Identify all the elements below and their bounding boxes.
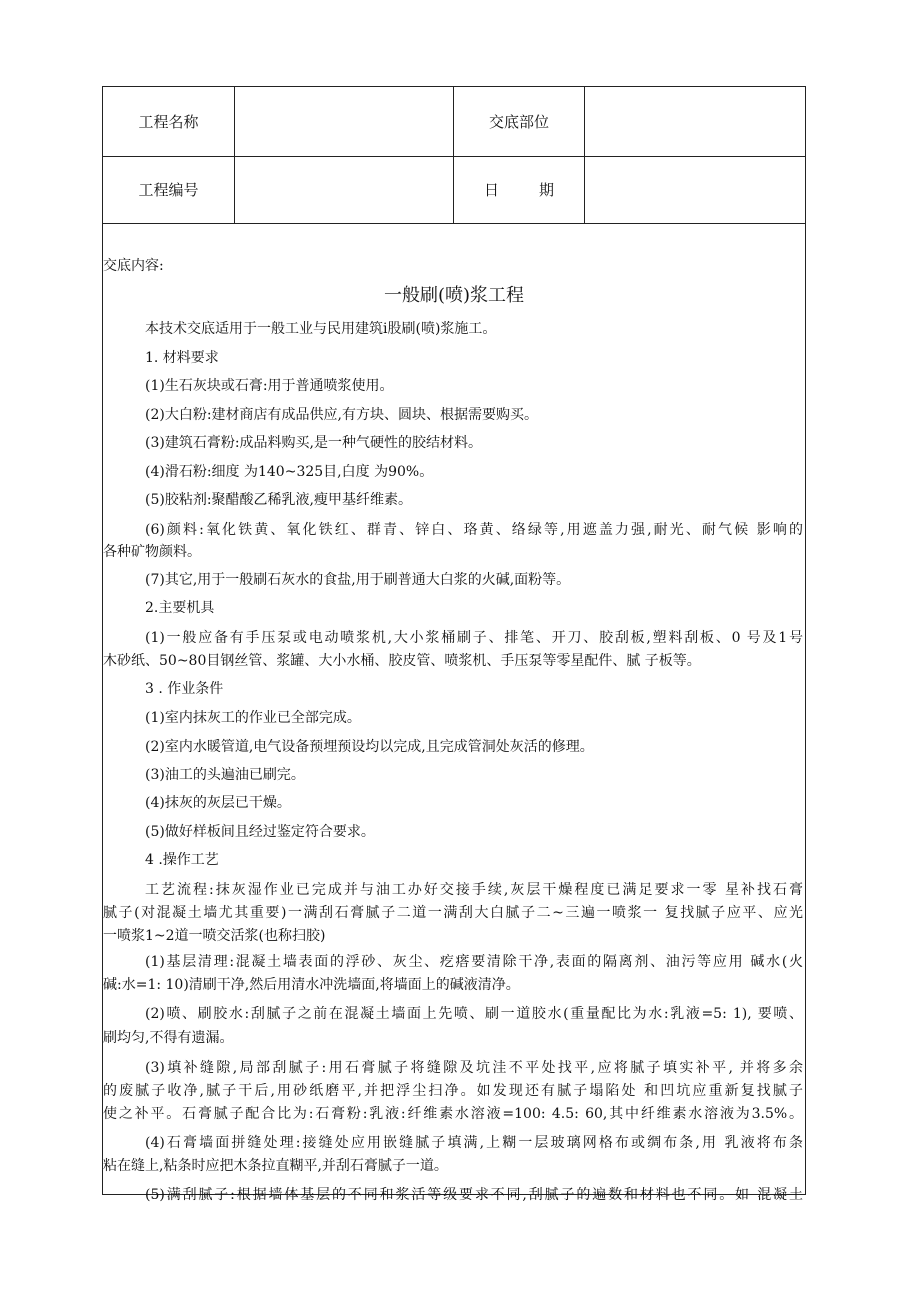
project-name-value[interactable]	[235, 87, 454, 156]
date-label-char-1: 日	[483, 181, 499, 199]
content-line: (1)室内抹灰工的作业已全部完成。	[145, 710, 361, 726]
content-line: 使之补平。石膏腻子配合比为:石膏粉:乳液:纤维素水溶液=100: 4.5: 60,其中纤维素水溶液为3.5%。	[103, 1106, 803, 1122]
disclosure-part-label: 交底部位	[454, 87, 585, 156]
project-name-label: 工程名称	[103, 87, 235, 156]
content-line: (4)石膏墙面拼缝处理:接缝处应用嵌缝腻子填满,上糊一层玻璃网格布或绸布条,用 乳液将布条	[145, 1135, 803, 1151]
header-row-2	[103, 156, 805, 224]
content-line: 1. 材料要求	[145, 350, 219, 366]
date-label	[454, 156, 585, 223]
date-label-char-2: 期	[539, 181, 555, 199]
project-no-value[interactable]	[235, 156, 454, 223]
content-title: 一般刷(喷)浆工程	[383, 285, 525, 306]
content-line: 各种矿物颜料。	[103, 544, 201, 560]
content-line: (2)喷、刷胶水:刮腻子之前在混凝土墙面上先喷、刷一道胶水(重量配比为水:乳液=5: 1), 要喷、	[145, 1006, 803, 1022]
content-line: (7)其它,用于一般刷石灰水的食盐,用于刷普通大白浆的火碱,面粉等。	[145, 572, 571, 588]
content-line: 的废腻子收净,腻子干后,用砂纸磨平,并把浮尘扫净。如发现还有腻子塌陷处 和凹坑应重新复找腻子	[103, 1083, 803, 1099]
disclosure-content	[103, 224, 805, 1203]
content-line: (1)生石灰块或石膏:用于普通喷浆使用。	[145, 378, 394, 394]
content-line: (1)基层清理:混凝土墙表面的浮砂、灰尘、疙瘩要清除干净,表面的隔离剂、油污等应用 碱水(火	[145, 954, 803, 970]
project-no-label: 工程编号	[103, 156, 235, 223]
content-line: 本技术交底适用于一般工业与民用建筑i股刷(喷)浆施工。	[145, 321, 497, 337]
content-line: (6)颜料:氧化铁黄、氧化铁红、群青、锌白、珞黄、络绿等,用遮盖力强,耐光、耐气候 影响的	[145, 522, 803, 538]
content-line: (4)滑石粉:细度 为140~325目,白度 为90%。	[145, 464, 434, 480]
content-line: (5)胶粘剂:聚醋酸乙稀乳液,瘦甲基纤维素。	[145, 492, 412, 508]
content-line: 粘在缝上,粘条时应把木条拉直糊平,并刮石膏腻子一道。	[103, 1158, 448, 1174]
header-row-1	[103, 87, 805, 157]
content-line: 4 .操作工艺	[145, 852, 219, 868]
content-line: 刷均匀,不得有遗漏。	[103, 1030, 234, 1046]
content-line: (3)建筑石膏粉:成品料购买,是一种气硬性的胶结材料。	[145, 435, 482, 451]
content-line: 3 . 作业条件	[145, 681, 224, 697]
content-line: 2.主要机具	[145, 600, 215, 616]
content-line: (3)填补缝隙,局部刮腻子:用石膏腻子将缝隙及坑洼不平处找平,应将腻子填实补平, 并将多余	[145, 1060, 803, 1076]
content-line: 碱:水=1: 10)清刷干净,然后用清水冲洗墙面,将墙面上的碱液清净。	[103, 977, 520, 993]
disclosure-form	[102, 86, 806, 1203]
content-line: 腻子(对混凝土墙尤其重要)一满刮石膏腻子二道一满刮大白腻子二~三遍一喷浆一 复找腻子应平、应光	[103, 905, 803, 921]
content-line: 工艺流程:抹灰湿作业已完成并与油工办好交接手续,灰层干燥程度已满足要求一零 星补找石膏	[145, 882, 803, 898]
content-intro-label: 交底内容:	[103, 258, 164, 274]
content-line: (5)满刮腻子:根据墙体基层的不同和浆活等级要求不同,刮腻子的遍数和材料也不同。如 混凝土	[145, 1187, 803, 1203]
content-line: (2)大白粉:建材商店有成品供应,有方块、圆块、根据需要购买。	[145, 407, 538, 423]
content-line: 一喷浆1~2道一喷交活浆(也称扫胶)	[103, 928, 326, 944]
content-line: (3)油工的头遍油已刷完。	[145, 767, 305, 783]
content-line: (5)做好样板间且经过鉴定符合要求。	[145, 824, 375, 840]
content-line: 木砂纸、50~80目钢丝管、浆罐、大小水桶、胶皮管、喷浆机、手压泵等零星配件、腻 子板等。	[103, 653, 701, 669]
content-line: (1)一般应备有手压泵或电动喷浆机,大小浆桶刷子、排笔、开刀、胶刮板,塑料刮板、0 号及1号	[145, 630, 803, 646]
content-line: (4)抹灰的灰层已干燥。	[145, 795, 291, 811]
disclosure-part-value[interactable]	[585, 87, 805, 156]
date-value[interactable]	[585, 156, 805, 223]
content-line: (2)室内水暖管道,电气设备预埋预设均以完成,且完成管洞处灰活的修理。	[145, 739, 594, 755]
